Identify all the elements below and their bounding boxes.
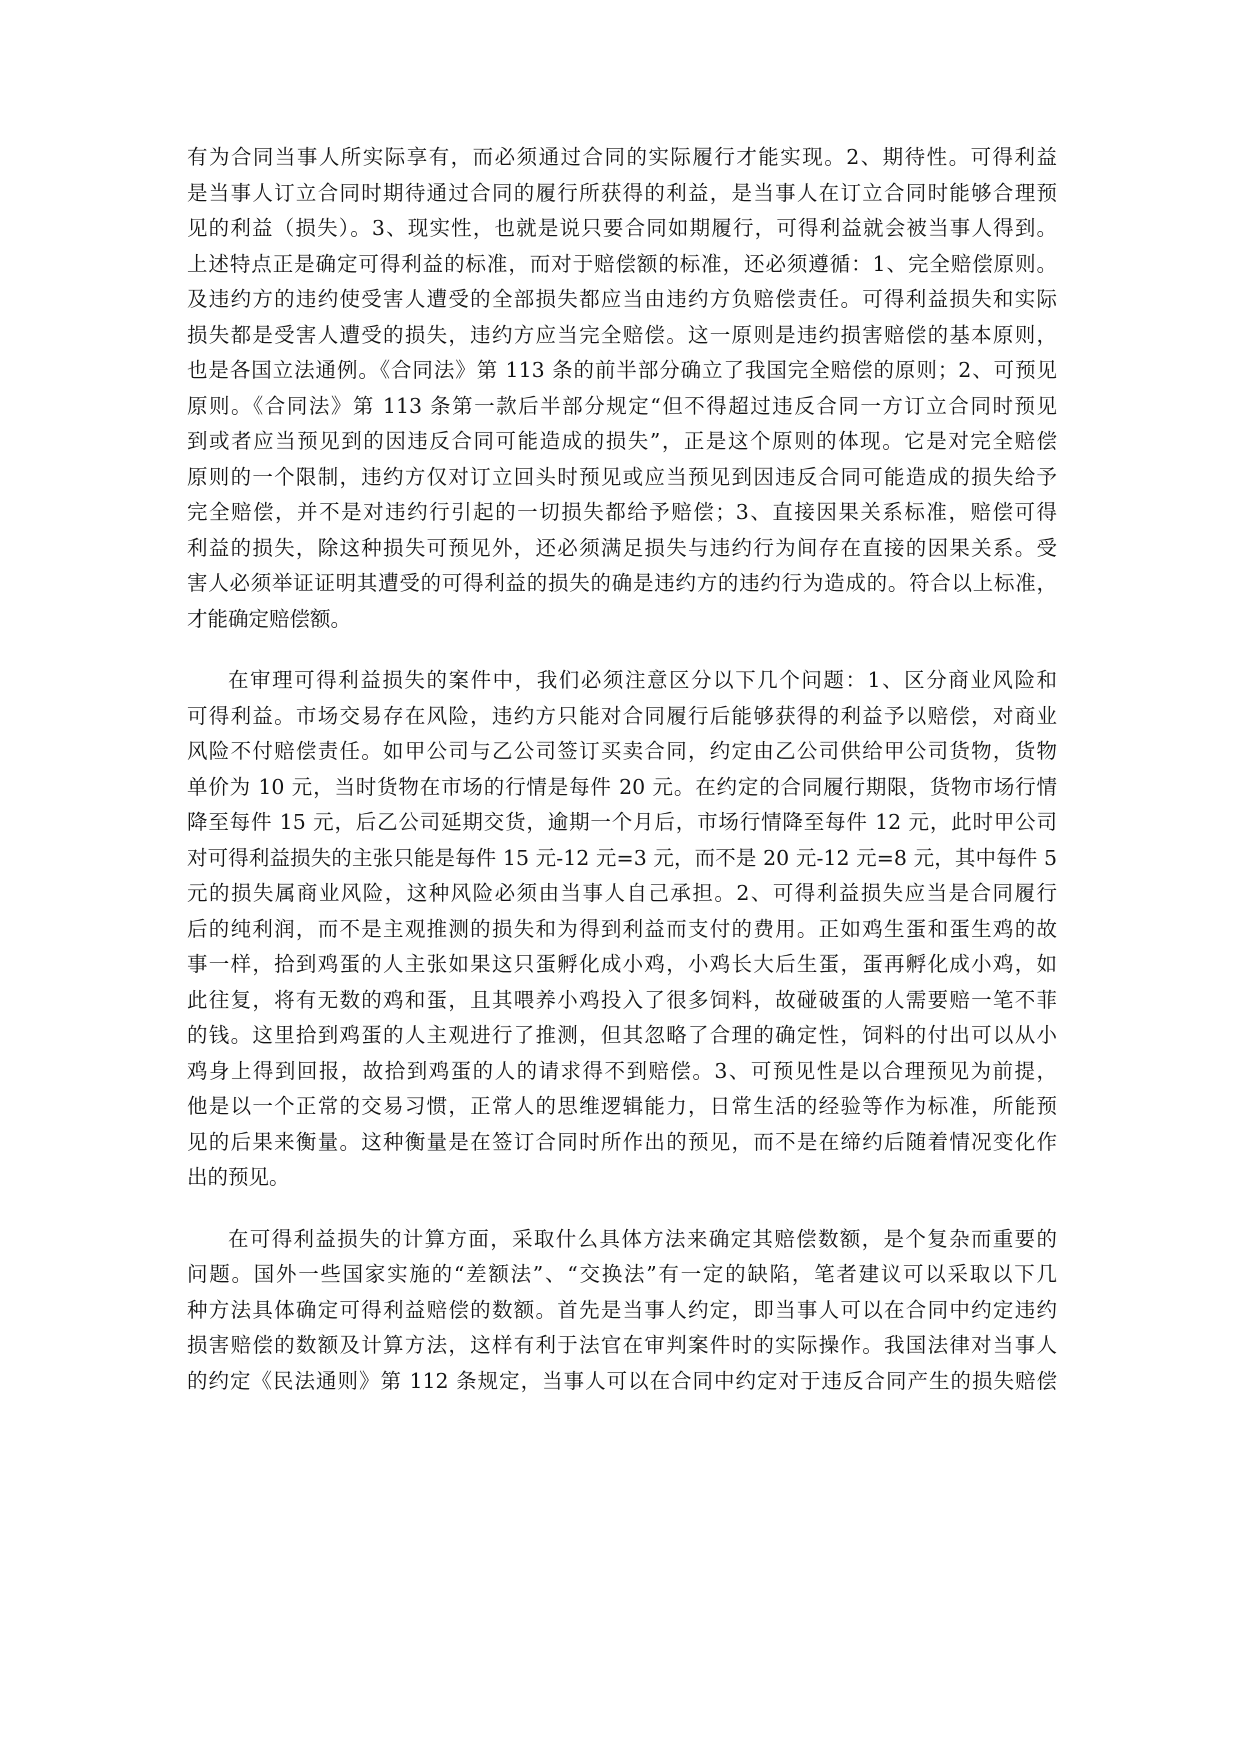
text-line: 及违约方的违约使受害人遭受的全部损失都应当由违约方负赔偿责任。可得利益损失和实际 [187, 287, 1057, 311]
text-line: 原则的一个限制，违约方仅对订立回头时预见或应当预见到因违反合同可能造成的损失给予 [187, 464, 1057, 489]
text-line: 出的预见。 [187, 1165, 290, 1189]
paragraph [187, 140, 1057, 637]
text-line: 对可得利益损失的主张只能是每件 15 元-12 元=3 元，而不是 20 元-12 元=8 元，其中每件 5 [187, 845, 1057, 870]
paragraph [187, 1222, 1057, 1400]
text-line: 种方法具体确定可得利益赔偿的数额。首先是当事人约定，即当事人可以在合同中约定违约 [187, 1297, 1057, 1322]
text-line: 原则。《合同法》第 113 条第一款后半部分规定“但不得超过违反合同一方订立合同时预见 [187, 393, 1057, 418]
text-line: 问题。国外一些国家实施的“差额法”、“交换法”有一定的缺陷，笔者建议可以采取以下几 [187, 1262, 1057, 1286]
text-line: 在审理可得利益损失的案件中，我们必须注意区分以下几个问题：1、区分商业风险和 [228, 668, 1057, 692]
text-line: 后的纯利润，而不是主观推测的损失和为得到利益而支付的费用。正如鸡生蛋和蛋生鸡的故 [187, 916, 1057, 941]
text-line: 他是以一个正常的交易习惯，正常人的思维逻辑能力，日常生活的经验等作为标准，所能预 [187, 1094, 1057, 1118]
text-line: 见的后果来衡量。这种衡量是在签订合同时所作出的预见，而不是在缔约后随着情况变化作 [187, 1129, 1057, 1154]
text-line: 损害赔偿的数额及计算方法，这样有利于法官在审判案件时的实际操作。我国法律对当事人 [187, 1333, 1057, 1357]
text-line: 此往复，将有无数的鸡和蛋，且其喂养小鸡投入了很多饲料，故碰破蛋的人需要赔一笔不菲 [187, 987, 1057, 1012]
text-line: 害人必须举证证明其遭受的可得利益的损失的确是违约方的违约行为造成的。符合以上标准， [187, 571, 1057, 595]
text-line: 见的利益（损失）。3、现实性，也就是说只要合同如期履行，可得利益就会被当事人得到。 [187, 216, 1057, 240]
document-page [187, 140, 1057, 1399]
text-line: 降至每件 15 元，后乙公司延期交货，逾期一个月后，市场行情降至每件 12 元，此时甲公司 [187, 810, 1057, 834]
text-line: 完全赔偿，并不是对违约行引起的一切损失都给予赔偿；3、直接因果关系标准，赔偿可得 [187, 500, 1057, 524]
text-line: 鸡身上得到回报，故拾到鸡蛋的人的请求得不到赔偿。3、可预见性是以合理预见为前提， [187, 1058, 1057, 1083]
text-line: 可得利益。市场交易存在风险，违约方只能对合同履行后能够获得的利益予以赔偿，对商业 [187, 703, 1057, 728]
text-line: 的钱。这里拾到鸡蛋的人主观进行了推测，但其忽略了合理的确定性，饲料的付出可以从小 [187, 1023, 1057, 1047]
text-line: 是当事人订立合同时期待通过合同的履行所获得的利益，是当事人在订立合同时能够合理预 [187, 180, 1057, 205]
text-line: 的约定《民法通则》第 112 条规定，当事人可以在合同中约定对于违反合同产生的损失赔偿 [187, 1368, 1057, 1393]
text-line: 上述特点正是确定可得利益的标准，而对于赔偿额的标准，还必须遵循：1、完全赔偿原则。 [187, 251, 1057, 276]
paragraph [187, 663, 1057, 1196]
text-line: 事一样，拾到鸡蛋的人主张如果这只蛋孵化成小鸡，小鸡长大后生蛋，蛋再孵化成小鸡，如 [187, 952, 1057, 976]
text-line: 损失都是受害人遭受的损失，违约方应当完全赔偿。这一原则是违约损害赔偿的基本原则， [187, 322, 1057, 347]
text-line: 风险不付赔偿责任。如甲公司与乙公司签订买卖合同，约定由乙公司供给甲公司货物，货物 [187, 739, 1057, 763]
text-line: 才能确定赔偿额。 [187, 606, 351, 631]
text-line: 在可得利益损失的计算方面，采取什么具体方法来确定其赔偿数额，是个复杂而重要的 [228, 1226, 1057, 1251]
document-body [187, 140, 1057, 1399]
text-line: 利益的损失，除这种损失可预见外，还必须满足损失与违约行为间存在直接的因果关系。受 [187, 535, 1057, 560]
text-line: 到或者应当预见到的因违反合同可能造成的损失”，正是这个原则的体现。它是对完全赔偿 [187, 429, 1057, 453]
text-line: 元的损失属商业风险，这种风险必须由当事人自己承担。2、可得利益损失应当是合同履行 [187, 881, 1057, 905]
text-line: 也是各国立法通例。《合同法》第 113 条的前半部分确立了我国完全赔偿的原则；2、可预见 [187, 358, 1057, 382]
text-line: 单价为 10 元，当时货物在市场的行情是每件 20 元。在约定的合同履行期限，货物市场行情 [187, 774, 1057, 799]
text-line: 有为合同当事人所实际享有，而必须通过合同的实际履行才能实现。2、期待性。可得利益 [187, 145, 1057, 169]
